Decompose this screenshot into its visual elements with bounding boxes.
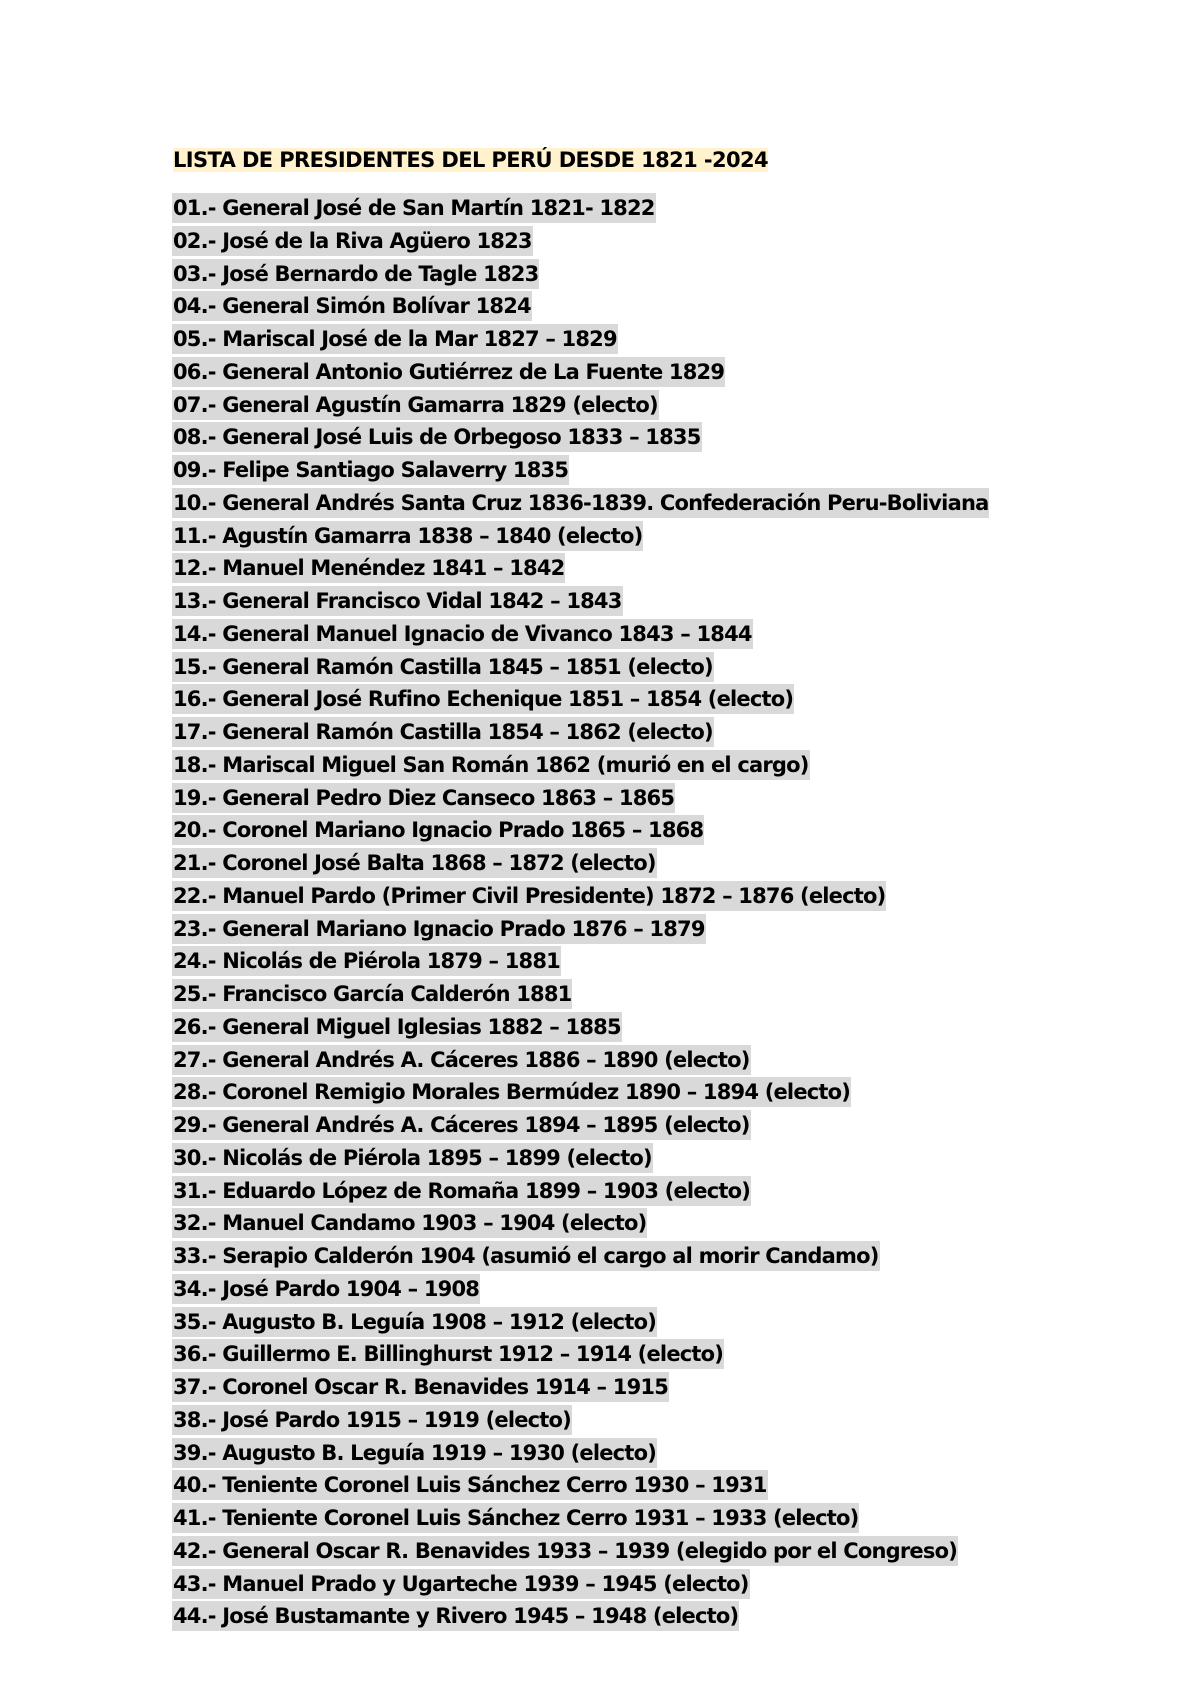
- list-item: [172, 1601, 989, 1634]
- list-item-text: 36.- Guillermo E. Billinghurst 1912 – 1914 (electo): [172, 1339, 724, 1369]
- list-item: [172, 783, 989, 816]
- list-item: [172, 914, 989, 947]
- list-item-text: 04.- General Simón Bolívar 1824: [172, 291, 532, 321]
- list-item: [172, 1569, 989, 1602]
- list-item-text: 40.- Teniente Coronel Luis Sánchez Cerro 1930 – 1931: [172, 1470, 768, 1500]
- list-item-text: 30.- Nicolás de Piérola 1895 – 1899 (electo): [172, 1143, 653, 1173]
- list-item-text: 38.- José Pardo 1915 – 1919 (electo): [172, 1405, 572, 1435]
- presidents-list: [172, 193, 989, 1634]
- list-item-text: 16.- General José Rufino Echenique 1851 – 1854 (electo): [172, 684, 794, 714]
- list-item: [172, 324, 989, 357]
- list-item-text: 14.- General Manuel Ignacio de Vivanco 1843 – 1844: [172, 619, 753, 649]
- list-item-text: 17.- General Ramón Castilla 1854 – 1862 (electo): [172, 717, 714, 747]
- list-item: [172, 1503, 989, 1536]
- list-item-text: 09.- Felipe Santiago Salaverry 1835: [172, 455, 569, 485]
- list-item: [172, 1405, 989, 1438]
- list-item: [172, 357, 989, 390]
- list-item: [172, 1208, 989, 1241]
- list-item-text: 10.- General Andrés Santa Cruz 1836-1839. Confederación Peru-Boliviana: [172, 488, 989, 518]
- list-item-text: 31.- Eduardo López de Romaña 1899 – 1903 (electo): [172, 1176, 751, 1206]
- list-item: [172, 684, 989, 717]
- list-item: [172, 881, 989, 914]
- list-item: [172, 390, 989, 423]
- list-item-text: 15.- General Ramón Castilla 1845 – 1851 (electo): [172, 652, 714, 682]
- list-item: [172, 946, 989, 979]
- list-item-text: 34.- José Pardo 1904 – 1908: [172, 1274, 480, 1304]
- list-item-text: 12.- Manuel Menéndez 1841 – 1842: [172, 553, 565, 583]
- list-item-text: 24.- Nicolás de Piérola 1879 – 1881: [172, 946, 561, 976]
- list-item-text: 29.- General Andrés A. Cáceres 1894 – 1895 (electo): [172, 1110, 751, 1140]
- list-item: [172, 1012, 989, 1045]
- list-item-text: 01.- General José de San Martín 1821- 1822: [172, 193, 656, 223]
- list-item-text: 13.- General Francisco Vidal 1842 – 1843: [172, 586, 623, 616]
- list-item-text: 27.- General Andrés A. Cáceres 1886 – 1890 (electo): [172, 1045, 751, 1075]
- list-item: [172, 619, 989, 652]
- list-item-text: 35.- Augusto B. Leguía 1908 – 1912 (electo): [172, 1307, 657, 1337]
- list-item: [172, 1339, 989, 1372]
- list-item-text: 03.- José Bernardo de Tagle 1823: [172, 259, 539, 289]
- list-item: [172, 1307, 989, 1340]
- list-item: [172, 259, 989, 292]
- list-item-text: 37.- Coronel Oscar R. Benavides 1914 – 1915: [172, 1372, 669, 1402]
- list-item-text: 39.- Augusto B. Leguía 1919 – 1930 (electo): [172, 1438, 657, 1468]
- list-item: [172, 1372, 989, 1405]
- list-item: [172, 422, 989, 455]
- list-item-text: 42.- General Oscar R. Benavides 1933 – 1939 (elegido por el Congreso): [172, 1536, 958, 1566]
- list-item: [172, 226, 989, 259]
- list-item: [172, 455, 989, 488]
- list-item-text: 11.- Agustín Gamarra 1838 – 1840 (electo): [172, 521, 643, 551]
- list-item-text: 08.- General José Luis de Orbegoso 1833 – 1835: [172, 422, 702, 452]
- list-item-text: 18.- Mariscal Miguel San Román 1862 (murió en el cargo): [172, 750, 810, 780]
- list-item-text: 20.- Coronel Mariano Ignacio Prado 1865 – 1868: [172, 815, 704, 845]
- list-item: [172, 848, 989, 881]
- list-item: [172, 1438, 989, 1471]
- list-item: [172, 652, 989, 685]
- list-item: [172, 1176, 989, 1209]
- list-item: [172, 1110, 989, 1143]
- list-item: [172, 1143, 989, 1176]
- list-item-text: 25.- Francisco García Calderón 1881: [172, 979, 572, 1009]
- list-item-text: 44.- José Bustamante y Rivero 1945 – 1948 (electo): [172, 1601, 739, 1631]
- list-item: [172, 1536, 989, 1569]
- list-item: [172, 553, 989, 586]
- list-item: [172, 1045, 989, 1078]
- list-item-text: 05.- Mariscal José de la Mar 1827 – 1829: [172, 324, 618, 354]
- list-item-text: 43.- Manuel Prado y Ugarteche 1939 – 1945 (electo): [172, 1569, 750, 1599]
- list-item-text: 06.- General Antonio Gutiérrez de La Fuente 1829: [172, 357, 725, 387]
- list-item-text: 28.- Coronel Remigio Morales Bermúdez 1890 – 1894 (electo): [172, 1077, 851, 1107]
- list-item-text: 41.- Teniente Coronel Luis Sánchez Cerro 1931 – 1933 (electo): [172, 1503, 859, 1533]
- list-item-text: 32.- Manuel Candamo 1903 – 1904 (electo): [172, 1208, 647, 1238]
- list-item: [172, 488, 989, 521]
- list-item: [172, 815, 989, 848]
- list-item-text: 26.- General Miguel Iglesias 1882 – 1885: [172, 1012, 622, 1042]
- list-item: [172, 1077, 989, 1110]
- list-item-text: 07.- General Agustín Gamarra 1829 (electo): [172, 390, 659, 420]
- list-item-text: 23.- General Mariano Ignacio Prado 1876 – 1879: [172, 914, 706, 944]
- document-title: [172, 145, 769, 175]
- list-item: [172, 521, 989, 554]
- list-item: [172, 586, 989, 619]
- list-item-text: 33.- Serapio Calderón 1904 (asumió el cargo al morir Candamo): [172, 1241, 880, 1271]
- list-item: [172, 979, 989, 1012]
- list-item: [172, 291, 989, 324]
- list-item-text: 19.- General Pedro Diez Canseco 1863 – 1865: [172, 783, 675, 813]
- list-item: [172, 1470, 989, 1503]
- list-item-text: 22.- Manuel Pardo (Primer Civil Presidente) 1872 – 1876 (electo): [172, 881, 886, 911]
- list-item: [172, 193, 989, 226]
- list-item: [172, 1274, 989, 1307]
- list-item: [172, 717, 989, 750]
- list-item-text: 02.- José de la Riva Agüero 1823: [172, 226, 533, 256]
- list-item-text: 21.- Coronel José Balta 1868 – 1872 (electo): [172, 848, 657, 878]
- list-item: [172, 750, 989, 783]
- list-item: [172, 1241, 989, 1274]
- document-title-text: LISTA DE PRESIDENTES DEL PERÚ DESDE 1821 -2024: [173, 148, 769, 172]
